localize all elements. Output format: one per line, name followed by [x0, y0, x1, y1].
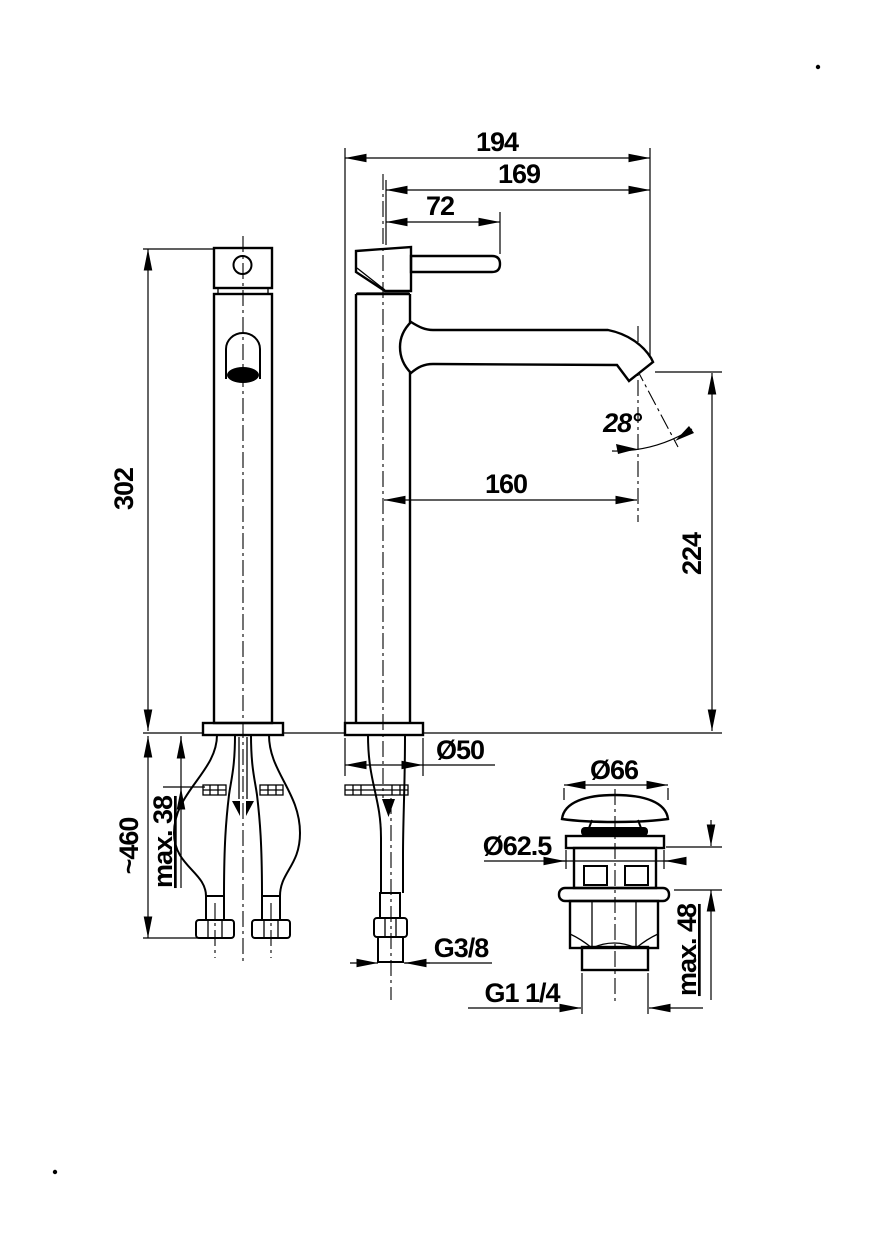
- dim-label-body-height: 302: [109, 467, 139, 511]
- dim-label-plug-cap-diameter: Ø66: [589, 755, 639, 785]
- aerator-front: [227, 367, 259, 383]
- dim-label-spout-projection-total: 169: [497, 159, 541, 189]
- dim-label-base-diameter: Ø50: [435, 735, 485, 765]
- dim-label-handle-reach: 72: [425, 191, 455, 221]
- dim-label-outlet-height: 224: [677, 532, 707, 576]
- dim-label-overall-projection: 194: [475, 127, 519, 157]
- page-mark-bottom-left: [53, 1170, 57, 1174]
- dim-label-spout-angle: 28°: [603, 408, 641, 438]
- dim-label-mount-thickness: max. 38: [148, 795, 178, 889]
- dim-label-plug-flange-diameter: Ø62.5: [482, 831, 552, 861]
- plug-stem-seal: [581, 827, 648, 836]
- dim-label-supply-connection: G3/8: [433, 933, 489, 963]
- dim-label-plug-mount-thickness: max. 48: [672, 903, 702, 997]
- dim-label-plug-connection: G1 1/4: [484, 978, 560, 1008]
- dim-label-hose-length: ~460: [114, 817, 144, 875]
- page-mark-top-right: [816, 65, 820, 69]
- dim-label-spout-reach: 160: [484, 469, 528, 499]
